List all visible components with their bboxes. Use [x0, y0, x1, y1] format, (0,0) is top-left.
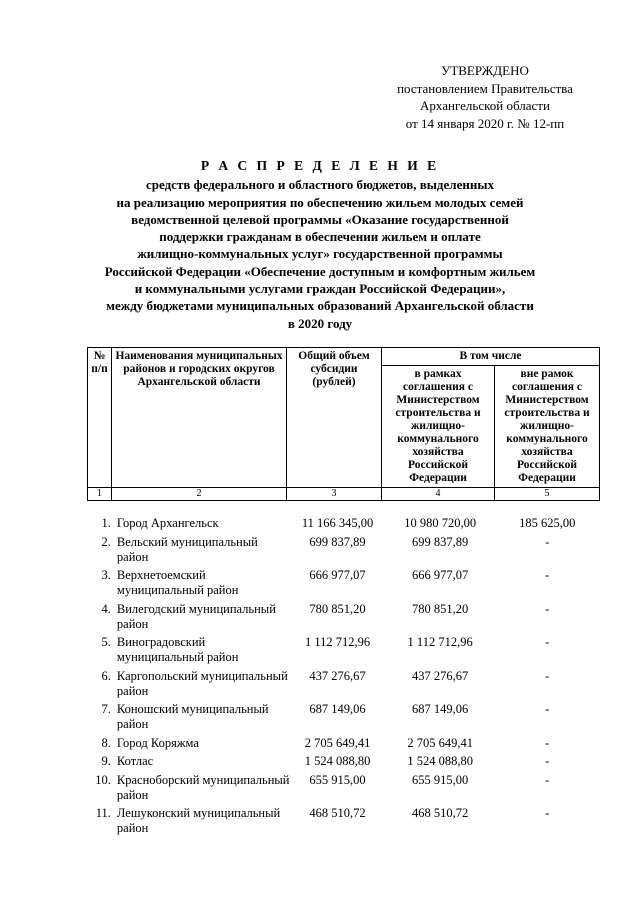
row-total: 687 149,06	[309, 702, 366, 716]
table-body	[87, 516, 599, 840]
table-row	[87, 736, 599, 751]
title-heading: Р А С П Р Е Д Е Л Е Н И Е	[200, 158, 440, 173]
row-number: 1.	[101, 516, 111, 530]
title-line: между бюджетами муниципальных образований Архангельской области	[106, 298, 534, 314]
row-name: Город Архангельск	[116, 516, 219, 530]
row-name: Вилегодский муниципальный район	[116, 601, 276, 631]
row-name: Виноградовский муниципальный район	[116, 635, 239, 664]
row-name: Красноборский муниципальный район	[116, 772, 290, 802]
table-row	[87, 602, 599, 632]
row-total: 468 510,72	[309, 806, 366, 820]
approval-line: Архангельской области	[420, 98, 550, 113]
row-outside: -	[545, 754, 550, 768]
approval-line: постановлением Правительства	[397, 80, 573, 96]
row-total: 2 705 649,41	[304, 735, 371, 750]
table-row	[87, 773, 599, 803]
row-total: 780 851,20	[309, 601, 366, 616]
row-within: 687 149,06	[412, 702, 469, 716]
title-line: на реализацию мероприятия по обеспечению жильем молодых семей	[116, 194, 524, 210]
row-name: Вельский муниципальный район	[116, 534, 258, 564]
row-number: 11.	[95, 806, 111, 820]
row-total: 437 276,67	[309, 668, 366, 683]
column-index: 3	[287, 488, 382, 501]
approval-line: от 14 января 2020 г. № 12-пп	[405, 115, 565, 131]
row-outside: -	[545, 601, 550, 616]
row-name: Коношский муниципальный район	[116, 702, 269, 731]
approval-heading: УТВЕРЖДЕНО	[441, 63, 529, 78]
row-outside: -	[545, 568, 550, 582]
row-number: 7.	[101, 702, 111, 716]
row-total: 1 112 712,96	[304, 635, 371, 649]
row-outside: -	[545, 702, 550, 716]
row-number: 4.	[101, 601, 111, 616]
header-total: Общий объем субсидии (рублей)	[287, 348, 382, 488]
row-number: 9.	[101, 754, 111, 768]
title-line: в 2020 году	[287, 315, 353, 331]
header-name: Наименования муниципальных районов и городских округов Архангельской области	[112, 348, 287, 488]
row-within: 780 851,20	[412, 601, 469, 616]
column-index: 1	[88, 488, 112, 501]
title-line: ведомственной целевой программы «Оказание государственной	[131, 211, 509, 227]
approval-stamp	[370, 62, 600, 132]
header-group: В том числе	[382, 348, 600, 366]
title-line: жилищно-коммунальных услуг» государственной программы	[137, 246, 503, 262]
table-row	[87, 806, 599, 836]
row-number: 8.	[101, 735, 111, 750]
row-within: 699 837,89	[412, 534, 469, 549]
table-header	[87, 347, 600, 501]
row-outside: -	[545, 735, 550, 750]
table-row	[87, 702, 599, 732]
row-outside: -	[545, 668, 550, 683]
row-total: 699 837,89	[309, 534, 366, 549]
header-outside: вне рамок соглашения с Министерством строительства и жилищно-коммунального хозяйства Российской Федерации	[495, 366, 600, 488]
row-outside: -	[545, 534, 550, 549]
row-number: 2.	[101, 534, 111, 549]
row-within: 468 510,72	[412, 806, 469, 820]
row-outside: -	[545, 806, 550, 820]
table-row	[87, 754, 599, 769]
column-index: 4	[382, 488, 495, 501]
row-within: 1 524 088,80	[407, 754, 473, 768]
row-within: 437 276,67	[412, 668, 469, 683]
title-line: Российской Федерации «Обеспечение доступным и комфортным жильем	[104, 263, 536, 279]
row-outside: 185 625,00	[519, 516, 576, 530]
row-number: 3.	[101, 568, 111, 582]
table-row	[87, 635, 599, 665]
column-index: 2	[112, 488, 287, 501]
row-within: 666 977,07	[412, 568, 469, 582]
row-number: 6.	[101, 668, 111, 683]
row-name: Лешуконский муниципальный район	[116, 806, 281, 835]
row-total: 11 166 345,00	[301, 516, 374, 530]
row-total: 1 524 088,80	[304, 754, 371, 768]
row-within: 2 705 649,41	[407, 735, 473, 750]
title-line: и коммунальными услугами граждан Российской Федерации»,	[134, 281, 506, 297]
document-title	[60, 157, 580, 332]
row-name: Каргопольский муниципальный район	[116, 668, 288, 698]
row-total: 666 977,07	[309, 568, 366, 582]
row-number: 10.	[95, 772, 111, 787]
column-index: 5	[495, 488, 600, 501]
row-within: 10 980 720,00	[404, 516, 477, 530]
row-name: Котлас	[116, 754, 154, 768]
table-row	[87, 669, 599, 699]
table-row	[87, 516, 599, 531]
table-row	[87, 535, 599, 565]
row-within: 655 915,00	[412, 772, 469, 787]
row-outside: -	[545, 772, 550, 787]
row-within: 1 112 712,96	[407, 635, 473, 649]
title-line: средств федерального и областного бюджетов, выделенных	[146, 177, 494, 193]
row-total: 655 915,00	[309, 772, 366, 787]
row-name: Город Коряжма	[116, 735, 199, 750]
header-num: № п/п	[88, 348, 112, 488]
table-row	[87, 568, 599, 598]
row-name: Верхнетоемский муниципальный район	[116, 568, 239, 597]
row-outside: -	[545, 635, 550, 649]
header-within: в рамках соглашения с Министерством строительства и жилищно-коммунального хозяйства Российской Федерации	[382, 366, 495, 488]
title-line: поддержки гражданам в обеспечении жильем и оплате	[159, 229, 481, 245]
row-number: 5.	[101, 635, 111, 649]
